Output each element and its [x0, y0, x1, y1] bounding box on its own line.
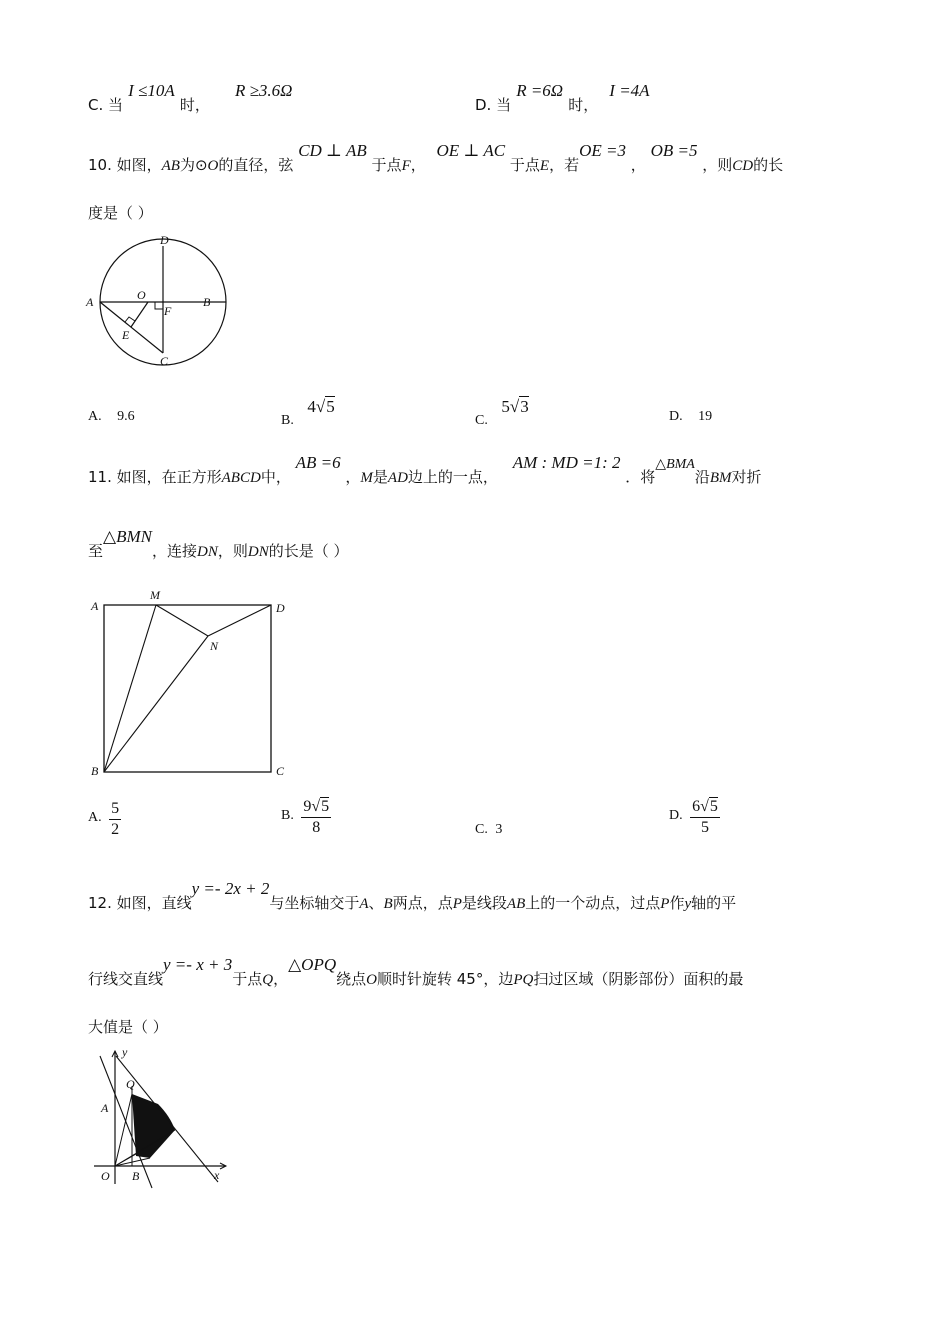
q10-number: 10 [88, 156, 108, 174]
q11-text: 中， [260, 468, 291, 486]
q11-text: 沿 [694, 468, 710, 486]
q10-text: ， [410, 156, 426, 174]
q10-text: 为⊙ [179, 156, 208, 174]
option-value: 3 [495, 822, 503, 837]
option-radicand: 3 [520, 397, 529, 416]
line-y-eq-negx-plus-3 [116, 1056, 218, 1182]
option-denominator: 8 [312, 819, 321, 836]
q10-var: E [539, 158, 550, 174]
q11-line1 [88, 452, 762, 486]
q12-math-triangle-opq: △OPQ [288, 955, 337, 974]
q11-var: ABCD [221, 470, 261, 486]
option-radicand: 5 [321, 798, 330, 815]
option-coef: 5 [501, 397, 510, 416]
q11-math-triangle-bma: △BMA [655, 457, 695, 472]
label-a: A [86, 295, 94, 309]
option-denominator: 5 [701, 819, 710, 836]
q11-var: DN [247, 544, 269, 560]
q10-var: F [401, 158, 411, 174]
q10-option-d[interactable] [669, 409, 712, 425]
segment-mn [156, 605, 208, 636]
segment-oe [131, 302, 148, 327]
option-label: D. [669, 409, 683, 424]
option-c-label: C. 当 [88, 96, 124, 114]
q12-number: 12 [88, 894, 108, 912]
shaded-region [132, 1094, 175, 1158]
q11-text: 边上的一点， [407, 468, 498, 486]
q11-option-d[interactable]: D. $\frac{6√5}{5}$ [669, 798, 718, 836]
q11-option-c[interactable] [475, 822, 502, 838]
q10-text: 的长 [753, 156, 784, 174]
option-label: C. [475, 822, 488, 837]
q11-var: M [360, 470, 373, 486]
label-n: N [210, 639, 219, 653]
q11-math-triangle-bmn: △BMN [103, 527, 152, 546]
q11-option-a[interactable] [88, 800, 121, 839]
option-label: B. [281, 413, 294, 428]
label-b: B [91, 764, 99, 778]
label-e: E [122, 328, 130, 342]
label-m: M [150, 588, 160, 602]
segment-bm [104, 605, 156, 772]
q12-text: 于点 [232, 970, 263, 988]
q12-coordinate-diagram [86, 1046, 236, 1192]
option-c-row [88, 80, 293, 114]
label-o: O [101, 1169, 110, 1183]
right-angle-e [125, 317, 135, 322]
q11-text: ，连接 [151, 542, 197, 560]
q11-text: 对折 [731, 468, 762, 486]
option-label: D. [669, 807, 683, 823]
label-y: y [122, 1046, 128, 1059]
q12-line2 [88, 954, 744, 988]
q12-text: . 如图，直线 [107, 894, 192, 912]
q12-text: 行线交直线 [88, 970, 164, 988]
option-d-math-resistance: R =6Ω [516, 81, 564, 100]
q12-math-line1: y =- 2x + 2 [191, 879, 270, 898]
option-c-math-current: I ≤10A [128, 81, 175, 100]
option-d-row [475, 80, 650, 114]
q11-text: ．将 [625, 468, 656, 486]
q10-text: 于点 [509, 156, 540, 174]
right-angle-f [155, 302, 163, 309]
q11-text: ， [345, 468, 361, 486]
option-value: 9.6 [117, 409, 135, 424]
q10-option-c[interactable]: C. 5√3 [475, 397, 529, 428]
q11-square-diagram [86, 584, 296, 784]
q12-var: P [452, 896, 462, 912]
q10-var: O [207, 158, 219, 174]
q11-text: 至 [88, 542, 104, 560]
segment-dn [208, 605, 271, 636]
q12-var: P [660, 896, 670, 912]
label-f: F [164, 304, 172, 318]
q11-option-b[interactable]: B. $\frac{9√5}{8}$ [281, 798, 330, 836]
q12-var: y [684, 896, 692, 912]
label-q: Q [126, 1077, 135, 1091]
option-d-text: 时， [568, 96, 599, 114]
label-a: A [101, 1101, 109, 1115]
q10-math-cd-perp-ab: CD ⊥ AB [298, 141, 367, 160]
option-d-label: D. 当 [475, 96, 512, 114]
label-x: x [214, 1168, 220, 1182]
q10-text: ， [630, 156, 646, 174]
q12-text: ， [273, 970, 289, 988]
label-o: O [137, 288, 146, 302]
q10-var: CD [732, 158, 754, 174]
q11-var: AD [387, 470, 408, 486]
option-c-text: 时， [179, 96, 210, 114]
option-value: 19 [698, 409, 713, 424]
q12-var: PQ [513, 972, 534, 988]
option-denominator: 2 [111, 821, 120, 838]
q10-text: ，若 [549, 156, 580, 174]
q12-text: 上的一个动点，过点 [525, 894, 661, 912]
q10-math-ob: OB =5 [650, 141, 698, 160]
q11-var: BM [709, 470, 732, 486]
q12-text: 两点，点 [392, 894, 453, 912]
q12-text: 作 [669, 894, 685, 912]
q12-var: Q [262, 972, 274, 988]
q12-text: 是线段 [461, 894, 507, 912]
q12-text: 与坐标轴交于 [269, 894, 360, 912]
q10-text: ，则 [702, 156, 733, 174]
q10-text: 的直径，弦 [218, 156, 294, 174]
option-d-math-current: I =4A [609, 81, 650, 100]
q12-text: 扫过区域（阴影部份）面积的最 [533, 970, 744, 988]
option-coef: 9 [303, 798, 312, 815]
option-radicand: 5 [326, 397, 335, 416]
option-label: A. [88, 409, 102, 424]
option-label: B. [281, 807, 294, 823]
q10-line2: 度是（ ） [88, 204, 153, 222]
option-coef: 4 [307, 397, 316, 416]
label-c: C [160, 354, 169, 368]
option-label: C. [475, 413, 488, 428]
q12-var: AB [506, 896, 526, 912]
q11-math-ab: AB =6 [295, 453, 341, 472]
option-numerator: 5 [109, 800, 121, 820]
segment-bn [104, 636, 208, 772]
q10-line1 [88, 140, 784, 174]
q12-text: 轴的平 [691, 894, 737, 912]
q11-text: ，则 [217, 542, 248, 560]
label-b: B [203, 295, 211, 309]
q10-circle-diagram [80, 232, 230, 372]
q10-text: 于点 [371, 156, 402, 174]
square-abcd [104, 605, 271, 772]
q10-math-oe: OE =3 [579, 141, 626, 160]
q10-math-oe-perp-ac: OE ⊥ AC [436, 141, 506, 160]
q11-text: 的长是（ ） [268, 542, 349, 560]
q12-var: O [366, 972, 377, 988]
option-label: A. [88, 809, 102, 825]
q12-text: 绕点 [336, 970, 367, 988]
q10-option-a[interactable] [88, 409, 135, 425]
label-b: B [132, 1169, 140, 1183]
option-radicand: 5 [709, 798, 718, 815]
q12-var: A [359, 896, 369, 912]
q11-text: 是 [372, 468, 388, 486]
q11-math-ratio: AM : MD =1: 2 [512, 453, 621, 472]
q12-line1 [88, 878, 737, 912]
label-c: C [276, 764, 285, 778]
q10-var: AB [161, 158, 180, 174]
option-coef: 6 [692, 798, 701, 815]
q12-var: B [383, 896, 393, 912]
q12-text: 、 [368, 894, 384, 912]
q12-line3: 大值是（ ） [88, 1018, 168, 1036]
label-d: D [276, 601, 285, 615]
option-c-math-resistance: R ≥3.6Ω [234, 81, 293, 100]
q12-text: 顺时针旋转 45°，边 [376, 970, 514, 988]
q12-math-line2: y =- x + 3 [163, 955, 233, 974]
q11-number: 11 [88, 468, 108, 486]
q10-text: . 如图， [107, 156, 162, 174]
q11-line2 [88, 526, 349, 560]
q11-text: . 如图，在正方形 [107, 468, 222, 486]
q11-var: DN [197, 544, 218, 560]
label-a: A [91, 599, 99, 613]
q10-option-b[interactable]: B. 4√5 [281, 397, 335, 428]
label-d: D [160, 233, 169, 247]
chord-ac [100, 302, 163, 353]
